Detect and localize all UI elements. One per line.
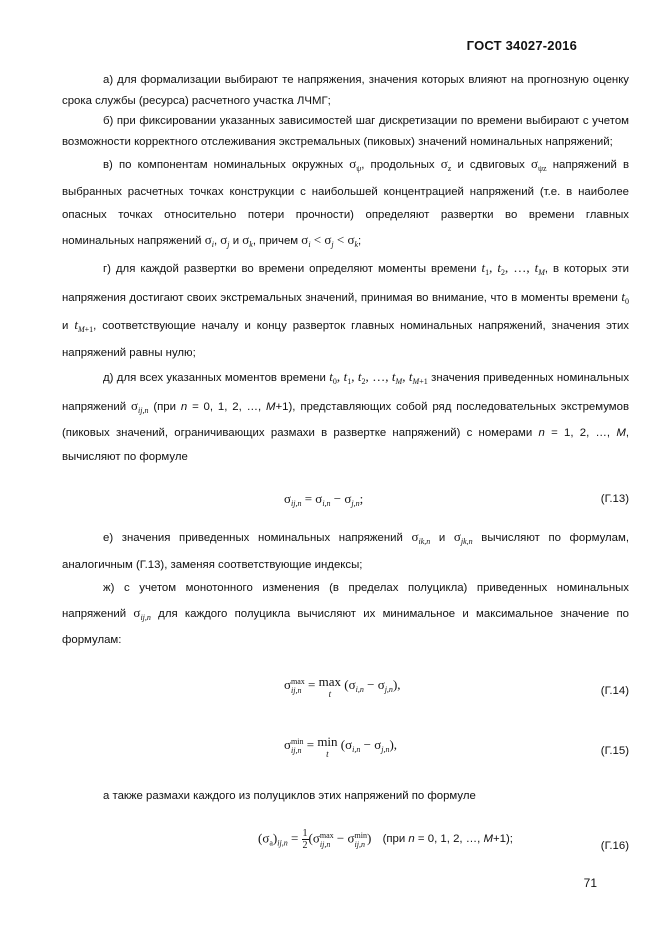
formula-g16: $(\sigma_a)_{ij,n}$ = $\frac{1}{2}$ (σ max ij,n − σ min ij,n ) (при n = 0, 1, 2, …, M+1); (Г.16) bbox=[62, 822, 629, 876]
formula-g14: σ max ij,n = max t $(\sigma_{i,n} - \sigma_{j,n})$, (Г.14) bbox=[62, 667, 629, 719]
formula-g15: σ min ij,n = min t $(\sigma_{i,n} - \sigma_{j,n})$, (Г.15) bbox=[62, 727, 629, 779]
paragraph-v: в) по компонентам номинальных окружных $\sigma_\psi$, продольных $\sigma_z$ и сдвиговых $\sigma_{\psi z}$ напряжений в выбранных расчетных точках конструкции с наибольшей концентрацией напряжений (т.е. в наиболее опасных точках относительно потери прочности) определяют развертки во времени главных номинальных напряжений $\sigma_i$, $\sigma_j$ и $\sigma_k$, причем $\sigma_i < \sigma_j < \sigma_k$; bbox=[62, 156, 630, 249]
formula-g13: $\sigma_{ij,n} = \sigma_{i,n} - \sigma_{j,n}$; (Г.13) bbox=[284, 491, 629, 508]
paragraph-e: е) значения приведенных номинальных напряжений $\sigma_{ik,n}$ и $\sigma_{jk,n}$ вычисляют по формулам, аналогичным (Г.13), заменяя соответствующие индексы; bbox=[62, 529, 629, 571]
paragraph-g: г) для каждой развертки во времени определяют моменты времени $t_1$, $t_2$, …, $t_M$, в которых эти напряжения достигают своих экстремальных значений, принимая во внимание, что в моменты времени $t_0$ и $t_{M+1}$, соответствующие началу и концу разверток главных номинальных напряжений, значения этих напряжений равны нулю; bbox=[62, 260, 630, 359]
paragraph-a: а) для формализации выбирают те напряжения, значения которых влияют на прогнозную оценку срока службы (ресурса) расчетного участка ЛЧМГ; bbox=[62, 74, 629, 107]
document-header: ГОСТ 34027-2016 bbox=[466, 38, 577, 53]
paragraph-zh: ж) с учетом монотонного изменения (в пределах полуцикла) приведенных номинальных напряжений $\sigma_{ij,n}$ для каждого полуцикла вычисляют их минимальное и максимальное значение по формулам: bbox=[62, 582, 629, 646]
paragraph-b: б) при фиксировании указанных зависимостей шаг дискретизации по времени выбирают с учетом возможности корректного отслеживания экстремальных (пиковых) значений номинальных напряжений; bbox=[62, 115, 629, 148]
page-number: 71 bbox=[583, 876, 597, 890]
formula-number: (Г.13) bbox=[600, 493, 629, 505]
paragraph-d: д) для всех указанных моментов времени $t_0$, $t_1$, $t_2$, …, $t_M$, $t_{M+1}$ значения приведенных номинальных напряжений $\sigma_{ij,n}$ (при n = 0, 1, 2, …, M+1), представляющих собой ряд последовательных экстремумов (пиковых значений, ограничивающих размахи в развертке напряжений) с номерами n = 1, 2, …, M, вычисляют по формуле bbox=[62, 369, 630, 463]
formula-number: (Г.16) bbox=[600, 840, 629, 852]
formula-number: (Г.14) bbox=[600, 684, 629, 697]
formula-number: (Г.15) bbox=[600, 744, 629, 757]
paragraph-amp: а также размахи каждого из полуциклов этих напряжений по формуле bbox=[103, 789, 476, 802]
page-body bbox=[62, 70, 629, 880]
